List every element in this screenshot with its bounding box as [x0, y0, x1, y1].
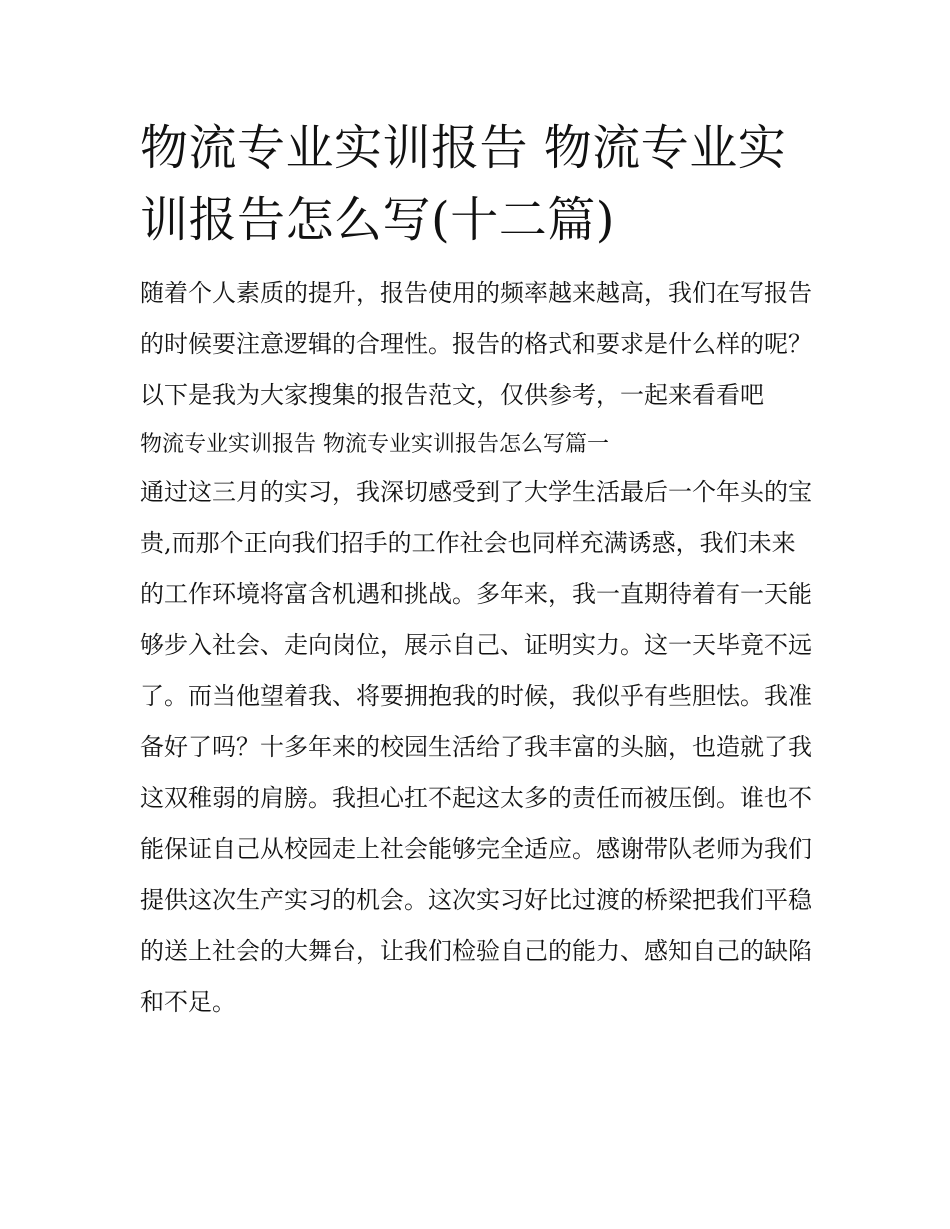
section-body-paragraph: 通过这三月的实习，我深切感受到了大学生活最后一个年头的宝贵,而那个正向我们招手的工作社会也同样充满诱惑，我们未来的工作环境将富含机遇和挑战。多年来，我一直期待着有一天能够步入社会、走向岗位，展示自己、证明实力。这一天毕竟不远了。而当他望着我、将要拥抱我的时候，我似乎有些胆怯。我准备好了吗？十多年来的校园生活给了我丰富的头脑，也造就了我这双稚弱的肩膀。我担心扛不起这太多的责任而被压倒。谁也不能保证自己从校园走上社会能够完全适应。感谢带队老师为我们提供这次生产实习的机会。这次实习好比过渡的桥梁把我们平稳的送上社会的大舞台，让我们检验自己的能力、感知自己的缺陷和不足。	[140, 478, 812, 1016]
intro-paragraph: 随着个人素质的提升，报告使用的频率越来越高，我们在写报告的时候要注意逻辑的合理性。报告的格式和要求是什么样的呢？以下是我为大家搜集的报告范文，仅供参考，一起来看看吧	[140, 279, 812, 409]
document-content	[140, 112, 812, 1028]
section-heading: 物流专业实训报告 物流专业实训报告怎么写篇一	[140, 432, 609, 457]
document-title: 物流专业实训报告 物流专业实训报告怎么写(十二篇)	[140, 120, 787, 248]
